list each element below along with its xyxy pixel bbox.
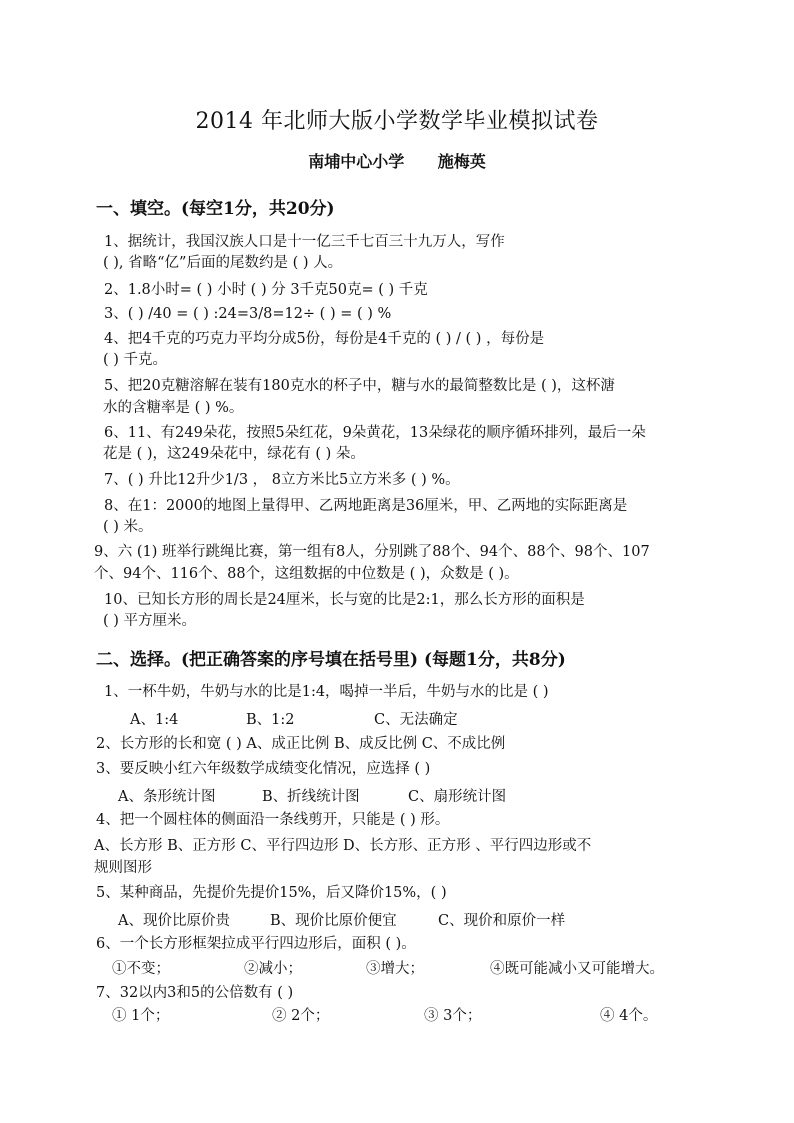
choice-q2: 2、长方形的长和宽 ( ) A、成正比例 B、成反比例 C、不成比例 <box>96 736 506 752</box>
choice-q1-option-a: A、1:4 <box>130 712 179 728</box>
choice-q7-options <box>112 1004 712 1024</box>
fill-q8-line2: ( ) 米。 <box>103 519 153 535</box>
choice-q5: 5、某种商品，先提价先提价15%，后又降价15%，( ) <box>96 885 447 901</box>
choice-q3-option-c: C、扇形统计图 <box>408 789 507 805</box>
choice-q6-option-1: ①不变； <box>112 961 170 977</box>
section-2-heading: 二、选择。(把正确答案的序号填在括号里) (每题1分，共8分) <box>96 650 566 670</box>
choice-q4-options-line1: A、长方形 B、正方形 C、平行四边形 D、长方形、正方形 、平行四边形或不 <box>94 838 592 854</box>
choice-q6-options <box>112 957 712 977</box>
fill-q5-line2: 水的含糖率是 ( ) %。 <box>103 400 244 416</box>
section-1-heading: 一、填空。(每空1分，共20分) <box>96 199 335 219</box>
choice-q4-options-line2: 规则图形 <box>94 860 152 876</box>
choice-q7: 7、32以内3和5的公倍数有 ( ) <box>96 985 294 1001</box>
fill-q6-line1: 6、11、有249朵花，按照5朵红花，9朵黄花，13朵绿花的顺序循环排列，最后一朵 <box>104 425 646 441</box>
choice-q5-options <box>118 909 718 929</box>
fill-q9-line1: 9、六 (1) 班举行跳绳比赛，第一组有8人，分别跳了88个、94个、88个、98个、107 <box>94 544 650 560</box>
fill-q2: 2、1.8小时= ( ) 小时 ( ) 分 3千克50克= ( ) 千克 <box>104 282 428 298</box>
fill-q4-line2: ( ) 千克。 <box>103 352 168 368</box>
choice-q7-option-4: ④ 4个。 <box>600 1008 658 1024</box>
fill-q7: 7、( ) 升比12升少1/3 ， 8立方米比5立方米多 ( ) %。 <box>104 472 460 488</box>
fill-q1-line1: 1、据统计，我国汉族人口是十一亿三千七百三十九万人，写作 <box>104 234 505 250</box>
choice-q1-options <box>130 708 730 728</box>
choice-q5-option-a: A、现价比原价贵 <box>118 913 230 929</box>
fill-q10-line1: 10、已知长方形的周长是24厘米，长与宽的比是2:1，那么长方形的面积是 <box>104 592 585 608</box>
fill-q1-line2: ( ), 省略“亿”后面的尾数约是 ( ) 人。 <box>103 255 343 271</box>
choice-q6-option-3: ③增大； <box>366 961 424 977</box>
fill-q8-line1: 8、在1：2000的地图上量得甲、乙两地距离是36厘米，甲、乙两地的实际距离是 <box>104 498 628 514</box>
exam-title: 2014 年北师大版小学数学毕业模拟试卷 <box>195 109 599 134</box>
fill-q10-line2: ( ) 平方厘米。 <box>103 613 197 629</box>
choice-q4: 4、把一个圆柱体的侧面沿一条线剪开，只能是 ( ) 形。 <box>96 812 450 828</box>
choice-q3-options <box>118 785 718 805</box>
choice-q7-option-1: ① 1个； <box>112 1008 170 1024</box>
choice-q3-option-a: A、条形统计图 <box>118 789 216 805</box>
choice-q5-option-b: B、现价比原价便宜 <box>270 913 397 929</box>
fill-q6-line2: 花是 ( )，这249朵花中，绿花有 ( ) 朵。 <box>103 446 365 462</box>
fill-q5-line1: 5、把20克糖溶解在装有180克水的杯子中，糖与水的最简整数比是 ( )，这杯溏 <box>104 378 615 394</box>
choice-q1: 1、一杯牛奶，牛奶与水的比是1:4，喝掉一半后，牛奶与水的比是 ( ) <box>104 684 549 700</box>
choice-q5-option-c: C、现价和原价一样 <box>438 913 566 929</box>
fill-q4-line1: 4、把4千克的巧克力平均分成5份，每份是4千克的 ( ) / ( ) ，每份是 <box>104 331 545 347</box>
choice-q6: 6、一个长方形框架拉成平行四边形后，面积 ( )。 <box>96 936 416 952</box>
exam-subtitle: 南埔中心小学 施梅英 <box>308 152 486 171</box>
fill-q9-line2: 个、94个、116个、88个，这组数据的中位数是 ( )，众数是 ( )。 <box>94 566 519 582</box>
choice-q1-option-c: C、无法确定 <box>374 712 458 728</box>
choice-q3: 3、要反映小红六年级数学成绩变化情况，应选择 ( ) <box>96 761 431 777</box>
choice-q7-option-2: ② 2个； <box>272 1008 330 1024</box>
choice-q7-option-3: ③ 3个； <box>424 1008 482 1024</box>
choice-q6-option-2: ②减小； <box>244 961 302 977</box>
choice-q1-option-b: B、1:2 <box>246 712 295 728</box>
choice-q3-option-b: B、折线统计图 <box>262 789 360 805</box>
choice-q6-option-4: ④既可能减小又可能增大。 <box>490 961 664 977</box>
fill-q3: 3、( ) /40 = ( ) :24=3/8=12÷ ( ) = ( ) % <box>104 306 392 322</box>
